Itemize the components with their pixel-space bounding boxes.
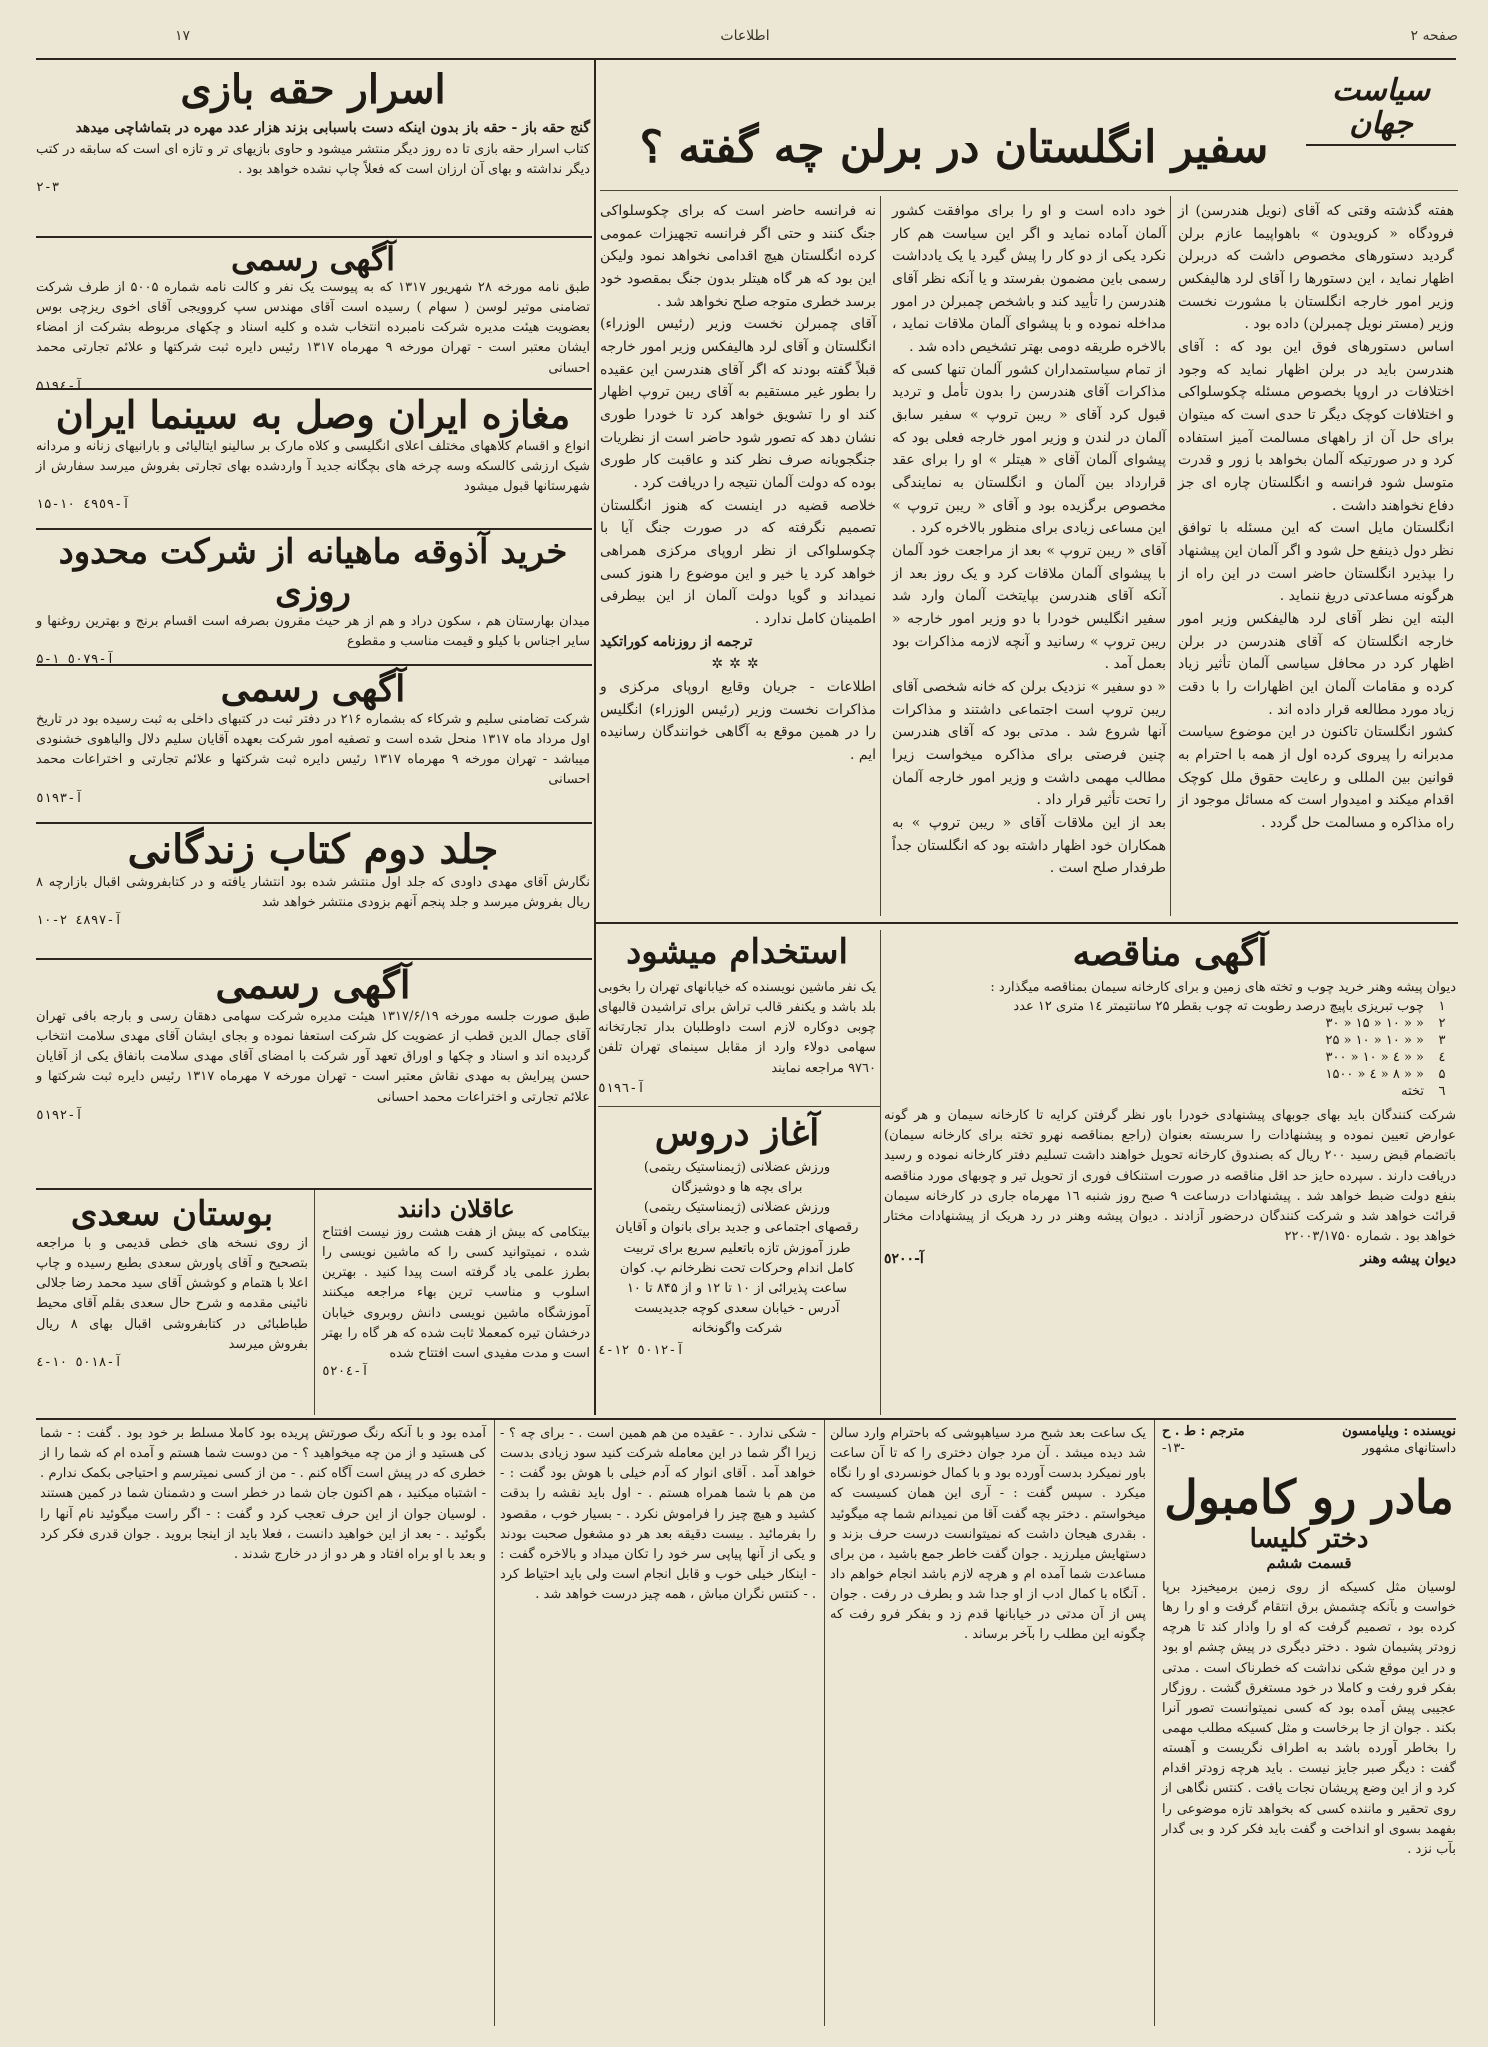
paragraph: آقای چمبرلن نخست وزیر (رئیس الوزراء) انگلستان و آقای لرد هالیفکس وزیر امور خارجه قبلاً گفته بودند که اگر آقای هندرسن این عقیده را بطور غیر مستقیم به آقای ریبن تروپ اظهار کند او را تشویق خواهد کرد تا خودرا طوری نشان دهد که تصور شود حاضر است از نظریات جنگجویانه صرف نظر کند و عاقبت کار طوری بوده که دولت آلمان نتیجه را دریافت کرد . [600,316,876,492]
header-rule [36,58,1456,60]
serial-column-1 [1162,1424,1456,2024]
serial-column-4: آمده بود و با آنکه رنگ صورتش پریده بود کاملا مسلط بر خود بود . گفت : - شما کی هستید و از من چه میخواهید ؟ - من دوست شما هستم و آمده ام که شما را از خطری که در پیش است آگاه کنم . - من از کسی نمیترسم و احتیاجی بکمک ندارم . - اشتباه میکنید ، هم اکنون جان شما در خطر است و دشمنان شما در کمین هستند . لوسیان جوان از این حرف تعجب کرد و گفت : - اگر راست میگوئید نام آنها را بگوئید . - بعد از این خواهید دانست ، فعلا باید از اینجا بروید . جوان قدری فکر کرد و بعد با او براه افتاد و هر دو از در خارج شدند . [40,1426,486,1562]
corner-mark: ۱۷ [174,28,190,44]
official-2-title: آگهی رسمی [220,668,406,710]
official-ad-2 [36,668,590,820]
rule [36,664,592,666]
table-row: ٤ « « ٤ « ۱۰ « ۳۰۰ [1325,1050,1446,1066]
official-3-title: آگهی رسمی [215,962,411,1007]
fuel-ad [36,532,590,668]
paragraph: البته این نظر آقای لرد هالیفکس وزیر امور خارجه انگلستان که آقای هندرسن در برلن اظهار کرد در محافل سیاسی آلمان تأثیر زیاد کرده و مقامات آلمان این اظهارات را با دقت زیاد مورد مطالعه قرار داده اند . [1178,611,1454,718]
page-number: صفحه ۲ [1410,28,1458,44]
table-row: ۵ « « ۸ « ٤ « ۱۵۰۰ [1325,1067,1446,1083]
bustan-title: بوستان سعدی [70,1194,274,1234]
school-line: آدرس - خیابان سعدی کوچه جدیدیست [634,1300,840,1316]
store-ad [36,392,590,526]
secrets-body: کتاب اسرار حقه بازی تا ده روز دیگر منتشر میشود و حاوی بازیهای تر و تازه ای است که سابقه در کتب دیگر نداشته و بهای آن ارزان است که فعلاً چاپ نشده خواهد بود . [36,141,590,177]
paragraph: « دو سفیر » نزدیک برلن که خانه شخصی آقای ریبن تروپ است اجتماعی داشتند و مذاکرات آنها شروع شد . مدتی بود که آقای هندرسن چنین فرصتی برای مذاکره میخواست زیرا مطالب مهمی داشت و وزیر امور خارجه آلمان را تحت تأثیر قرار داد . [892,679,1166,809]
secrets-subtitle: گنج حقه باز - حقه باز بدون اینکه دست باسبابی بزند هزار عدد مهره در بتماشاچی میدهد [75,120,590,136]
fuel-ref: آ-٥۰۷۹ ۱-۵ [36,652,115,668]
store-body: انواع و اقسام کلاههای مختلف اعلای انگلیسی و کلاه مارک بر سالینو ایتالیائی و بارانیهای زنانه و مردانه شیک ارزشی کالسکه وسه چرخه های بچگانه جدید آ واردشده بهای تجارتی بفروش میرسد سفارش از شهرستانها قبول میشود [36,439,590,495]
table-row: ٦ تخته [1401,1084,1446,1100]
school-line: طرز آموزش تازه باتعلیم سریع برای تربیت [623,1240,851,1256]
politics-column-3 [600,200,876,905]
tender-ref: آ-٥۲۰۰ [884,1251,924,1268]
serial-author: نویسنده : ویلیامسون [1342,1424,1456,1439]
rule [36,822,592,824]
school-ad [598,1112,876,1412]
official-1-body: طبق نامه مورخه ۲۸ شهریور ۱۳۱۷ که به پیوست یک نفر و کالت نامه شماره ۵۰۰۵ از طرف شرکت تضامنی موتیر لوسن ( سهام ) رسیده است آقای مهندس سپ کروویجی آقای اخوی ریزچی بوس بعضویت هیئت مدیره شرکت نامبرده انتخاب شده و کلیه اسناد و چکهای مربوطه بشرکت از امضاء ایشان معتبر است - تهران مورخه ۹ مهرماه ۱۳۱۷ رئیس دایره ثبت شرکتها و علائم تجارتی محمد احسانی [36,280,590,376]
serial-subtitle: دختر کلیسا [1249,1524,1369,1554]
column-divider-main [594,60,596,1415]
serial-divider-1 [1154,1420,1155,2026]
paragraph: از تمام سیاستمداران کشور آلمان تنها کسی که مذاکرات آقای هندرسن را بدون تأمل و تردید قبول کرد آقای « ریبن تروپ » سفیر سابق آلمان در لندن و وزیر امور خارجه فعلی بود که پیشوای آلمان آقای « هیتلر » او را برای عقد قرارداد بین آلمان و انگلستان به نمایندگی مخصوص برگزیده بود و آقای « ریبن تروپ » این مساعی زیادی برای منظور بالاخره کرد . [892,361,1166,537]
paragraph: هفته گذشته وقتی که آقای (نویل هندرسن) از فرودگاه « کرویدون » باهواپیما عازم برلن گردید دستورهای مخصوص داشت که دربرلن اظهار نماید ، این دستورها را آقای لرد هالیفکس وزیر امور خارجه انگلستان با مشورت نخست وزیر (مستر نویل چمبرلن) داده بود . [1178,203,1454,333]
headline-rule [600,190,1458,191]
tender-sign: دیوان پیشه وهنر [1360,1251,1456,1268]
paragraph: نه فرانسه حاضر است که برای چکوسلواکی جنگ کنند و حتی اگر فرانسه تجهیزات عمومی کرده انگلستان هیچ اقدامی نخواهد نمود ولیکن این بود که هر گاه هیتلر بدون جنگ بمقصود خود برسد خطری متوجه صلح نخواهد شد . [600,203,876,310]
editor-note: اطلاعات - جریان وقایع اروپای مرکزی و مذاکرات نخست وزیر (رئیس الوزراء) انگلیس را در همین موقع به آگاهی خوانندگان رسانیده ایم . [600,679,876,764]
divider-bustan [314,1190,315,1415]
serial-title: مادر رو کامبول [1164,1470,1454,1524]
section-title: سیاست جهان [1332,73,1430,141]
hire-rule [598,1106,880,1107]
serial-part: قسمت ششم [1266,1554,1352,1572]
school-line: ورزش عضلانی (ژیمناستیک ریتمی) [643,1160,831,1175]
school-ref: آ-٥۰۱۲ ۱۲-٤ [598,1343,685,1359]
school-line: رقصهای اجتماعی و جدید برای بانوان و آقایان [615,1220,859,1236]
school-line: شرکت واگونخانه [691,1321,783,1337]
source-credit: ترجمه از روزنامه کوراتکید [600,633,753,650]
book-ref: آ-٤۸۹۷ ۲-۱۰ [36,913,123,929]
table-row: ۳ « « ۱۰ « ۱۰ « ۲۵ [1325,1033,1446,1049]
paragraph: کشور انگلستان تاکنون در این موضوع سیاست مدبرانه را پیروی کرده اول از همه با احترام به قوانین بین المللی و رعایت حقوق ملل کوچک اقدام میکند و امیدوار است که مسائل موجود از راه مذاکره و مسالمت حل گردد . [1178,724,1454,832]
paragraph: اساس دستورهای فوق این بود که : آقای هندرسن باید در برلن اظهار نماید که وجود اختلافات در اروپا بخصوص مسئله چکوسلواکی و اختلافات کوچک دیگر تا حدی است که میتوان برای حل آن از راههای مسالمت آمیز استفاده کرد و در صورتیکه آلمان بخواهد با زور و قدرت متوسل شود فرانسه و انگلستان چاره ای جز دفاع نخواهند داشت . [1178,339,1454,514]
serial-divider-3 [494,1420,495,2026]
serial-series: داستانهای مشهور [1362,1441,1456,1456]
tender-ad [884,932,1456,1412]
official-ad-3 [36,962,590,1186]
hire-body: یک نفر ماشین نویسنده که خیابانهای تهران را بخوبی بلد باشد و یکنفر قالب تراش برای تراشیدن قالبهای چوبی دوکاره لازم است داوطلبان بدار تجارتخانه سهامی دولاء وارد از مقابل سینمای تهران تلفن ۹۷٦۰ مراجعه نمایند [598,980,876,1076]
serial-text: لوسیان مثل کسیکه از روی زمین برمیخیزد برپا خواست و بآنکه چشمش برق انتقام گرفت و او را رها کرده بود ، تصمیم گرفت که او را وادار کند تا هرچه زودتر پشیمان شود . دختر دیگری در پیش چشم او بود و در این موقع شکی نداشت که خطرناک است . مدتی بفکر فرو رفت و کاملا در خود مستغرق گشت . روزگار عجیبی پیش آمده بود که کسی نمیتوانست تصور آنرا بکند . جوان از جا برخاست و مثل کسیکه مطلب مهمی را بخاطر آورده باشد به اطراف نگریست و آهسته گفت : دیگر صبر جایز نیست . باید هرچه زودتر اقدام کرد و از این وضع پریشان نجات یافت . کنتس نگاهی از روی تحقیر و ماننده کسی که بخواهد تازه موضوعی را بفهمد بسوی او انداخت و گفت باید فکر کرد و بی گدار بآب نزد . [1162,1580,1456,1857]
fuel-body: میدان بهارستان هم ، سکون دراد و هم از هر حیث مقرون بصرفه است اقسام برنج و بهترین روغنها و سایر اجناس با کیلو و قیمت مناسب و مقطوع [36,614,590,650]
store-title: مغازه ایران وصل به سینما ایران [55,392,571,437]
school-line: ساعت پذیرائی از ۱۰ تا ۱۲ و از ۸۴۵ تا ۱۰ [626,1280,848,1296]
hire-ref: آ-٥۱۹٦ [598,1080,645,1096]
tender-table [884,998,1456,1100]
school-line: برای بچه ها و دوشیزگان [671,1180,803,1196]
official-1-title: آگهی رسمی [230,240,396,278]
store-ref: آ-٤٩٥٩ ۱۰-۱۵ [36,497,130,513]
paragraph: بعد از این ملاقات آقای « ریبن تروپ » به همکاران خود اظهار داشته بود که انگلستان جداً طرفدار صلح است . [892,815,1166,877]
serial-number: -۱۳- [1162,1441,1185,1456]
table-row: ۱ چوب تبریزی باپیچ درصد رطوبت ته چوب بقطر ۲۵ سانتیمتر ۱٤ متری ۱۲ عدد [1013,999,1446,1015]
bustan-body: از روی نسخه های خطی قدیمی و با مراجعه بتصحیح و آقای پاورش سعدی بطبع رسیده و چاپ اعلا با هتمام و کوشش آقای سید محمد رضا جلالی نائینی مقدمه و شرح حال سعدی بقلم آقای محیط طباطبائی در کتابفروشی اقبال بهای ۸ ریال بفروش میرسد [36,1236,308,1352]
politics-bottom-rule [596,922,1458,924]
book-body: نگارش آقای مهدی داودی که جلد اول منتشر شده بود انتشار یافته و در کتابفروشی اقبال بازارچه ۸ ریال بفروش میرسد و جلد پنجم آنهم بزودی منتشر خواهد شد [36,875,590,911]
official-1-ref: آ-۵۱۹٤ [36,378,83,394]
hire-ad [598,932,876,1100]
wise-title: عاقلان دانند [397,1194,515,1223]
wise-ref: آ-٥۲۰٤ [322,1363,369,1379]
masthead-small: اطلاعات [720,28,770,44]
separator-stars: ✲✲✲ [711,656,765,673]
paragraph: خلاصه قضیه در اینست که هنوز انگلستان تصمیم نگرفته که در صورت جنگ آیا با چکوسلواکی از نظر اروپای مرکزی همراهی خواهد کرد یا خیر و این موضوع را هنوز کسی نمیداند و گویا دولت آلمان از این بیطرفی اطمینان کامل ندارد . [600,497,876,628]
book-title: جلد دوم کتاب زندگانی [127,826,499,873]
rule [36,528,592,530]
school-line: کامل اندام وحرکات تحت نظرخانم پ. کوان [619,1260,855,1276]
official-3-ref: آ-٥۱۹۲ [36,1107,83,1123]
serial-top-rule [36,1418,1456,1420]
section-title-box [1306,73,1456,141]
serial-translator: مترجم : ط . ح [1162,1424,1245,1439]
bustan-ref: آ-٥۰۱۸ ۱۰-٤ [36,1354,123,1370]
rule [36,236,592,238]
wise-ad [322,1194,590,1414]
column-divider-politics-a [880,196,881,916]
fuel-title: خرید آذوقه ماهیانه از شرکت محدود روزی [58,532,568,612]
rule [36,388,592,390]
official-3-body: طبق صورت جلسه مورخه ۱۳۱۷/۶/۱۹ هیئت مدیره شرکت سهامی دهقان رسی و بارجه بافی تهران آقای جمال الدین قطب از عضویت کل شرکت استعفا نموده و بجای ایشان آقای مهدی سلامت انتخاب گردیده اند و اسناد و چکها و اوراق تعهد آور شرکت با امضای آقای مهدی سلامت بانفاق یکی از آقایان حسن پیرایش به مهدی نقاش معتبر است - تهران مورخه ۷ مهرماه ۱۳۱۷ رئیس دایره ثبت شرکتها و علائم تجارتی و اختراعات محمد احسانی [36,1009,590,1105]
official-ad-1 [36,240,590,394]
secrets-title: اسرار حقه بازی [180,66,446,113]
serial-column-2: یک ساعت بعد شبح مرد سیاهپوشی که باحترام وارد سالن شد دیده میشد . آن مرد جوان دختری را که تا آن ساعت باور نمیکرد بدست آورده بود و با کمال خونسردی او را نگاه میکرد . سپس گفت : - آری این همان کسیست که میخواستم . دختر بچه گفت آقا من نمیدانم شما چه میگوئید . بقدری هیجان داشت که نمیتوانست درست حرف بزند و دستهایش میلرزید . جوان گفت خاطر جمع باشید ، من برای مساعدت شما آمده ام و هرچه لازم باشد انجام خواهم داد . آنگاه با کمال ادب از او جدا شد و بطرف در رفت . جوان پس از آن مدتی در خیابانها قدم زد و بفکر فرو رفت که چگونه این مطلب را بآخر برساند . [830,1426,1146,1643]
column-divider-politics-b [1170,196,1171,916]
paragraph: انگلستان مایل است که این مسئله با توافق نظر دول ذینفع حل شود و اگر آلمان این پیشنهاد را بپذیرد انگلستان حاضر است در این راه از هرگونه مساعدتی دریغ ننماید . [1178,520,1454,605]
wise-body: بیتکامی که بیش از هفت هشت روز نیست افتتاح شده ، نمیتوانید کسی را که ماشین نویسی را بطرز علمی یاد گرفته است پیدا کنید . بهترین اسلوب و مناسب ترین بهاء مراجعه میکنند آموزشگاه ماشین نویسی دانش روبروی خیابان درخشان تیره کمعملا ثابت شده که هر گاه را بهتر است و مدت مفیدی است افتتاح شده [322,1225,590,1361]
bustan-ad [36,1194,308,1414]
hire-title: استخدام میشود [626,932,848,972]
official-2-body: شرکت تضامنی سلیم و شرکاء که بشماره ۲۱۶ در دفتر ثبت در کتبهای داخلی به ثبت رسیده بود در تاریخ اول مرداد ماه ۱۳۱۷ منحل شده است و تصفیه امور شرکت بعهده آقایان سلیم دلال والیاهوی خشنودی میباشد - تهران مورخه ۹ مهرماه ۱۳۱۷ رئیس دایره ثبت شرکتها و علائم تجارتی و اختراعات محمد احسانی [36,712,590,788]
official-2-ref: آ-٥۱۹۳ [36,790,83,806]
paragraph: خود داده است و او را برای موافقت کشور آلمان آماده نماید و اگر این سیاست هم کار نکرد یکی از دو کار را پیش گیرد یا یک یادداشت رسمی باین مضمون بفرستد و یا آنکه نظر آقای هندرسن را تأیید کند و باشخص چمبرلن در امور مداخله نموده و با پیشوای آلمان ملاقات نماید ، بالاخره طریقه دومی بهتر تشخیص داده شد . [892,203,1166,356]
school-line: ورزش عضلانی (ژیمناستیک ریتمی) [643,1200,831,1216]
serial-column-3: - شکی ندارد . - عقیده من هم همین است . - برای چه ؟ - زیرا اگر شما در این معامله شرکت کنید سود زیادی بدست خواهد آمد . آقای انوار که آدم خیلی با هوش بود گفت : - من هم با شما همراه هستم . - اول باید نقشه را بدقت کشید و هیچ چیز را فراموش نکرد . - بسیار خوب ، مقصود را بفرمائید . بیست دقیقه بعد هر دو مشغول صحبت بودند و یکی از آنها پیاپی سر خود را تکان میداد و بالاخره گفت : - اینکار خیلی خوب و قابل انجام است ولی باید احتیاط کرد . - کنتس نگران مباش ، همه چیز درست خواهد شد . [500,1426,816,1603]
column-divider-ads [880,930,881,1415]
tender-body: شرکت کنندگان باید بهای جوبهای پیشنهادی خودرا باور نظر گرفتن کرایه تا کارخانه سیمان و هر گونه عوارض تعیین نموده و پیشنهادات را سربسته بعنوان (راجع بمناقصه نهرو تخته برای کارخانه سیمان) باتضمام قبض رسید ۲۰۰ ریال که بصندوق کارخانه تحویل خواهند داشت تسلیم دفتر کارخانه نموده و رسید دریافت دارند . سپرده حایز حد اقل مناقصه در صورت استنکاف فوری از تحویل تیر و چوبهای مورد مناقصه بنفع دولت ضبط خواهد شد . پیشنهادات درساعت ۹ صبح روز شنبه ۱٦ مهرماه جاری در کارخانه سیمان قرائت خواهد شد و شرکت کنندگان درحضور آزادند . دیوان پیشه وهنر در رد هریک از پیشنهادات مختار خواهد بود . شماره ۲۲۰۰۳/۱۷۵۰ [884,1108,1456,1244]
politics-column-2 [892,200,1166,905]
headline: سفیر انگلستان در برلن چه گفته ؟ [639,122,1269,173]
rule [36,958,592,960]
paragraph: آقای « ریبن تروپ » بعد از مراجعت خود آلمان با پیشوای آلمان ملاقات کرد و یک روز بعد از آنکه آقای هندرسن بپایتخت آلمان وارد شد سفیر انگلیس خودرا با دو وزیر امور خارجه « ریبن تروپ » رسانید و آنچه لازمه مذاکرات بود بعمل آمد . [892,543,1166,673]
school-title: آغاز دروس [654,1112,820,1154]
tender-intro: دیوان پیشه وهنر خرید چوب و تخته های زمین و برای کارخانه سیمان بمناقصه میگذارد : [990,980,1456,995]
book-ad [36,826,590,956]
serial-divider-2 [824,1420,825,2026]
secrets-ref: ۲-۳ [36,179,60,195]
table-row: ۲ « « ۱۰ « ۱۵ « ۳۰ [1325,1016,1446,1032]
politics-column-1 [1178,200,1454,905]
tender-title: آگهی مناقصه [1072,932,1268,974]
secrets-ad [36,66,590,234]
